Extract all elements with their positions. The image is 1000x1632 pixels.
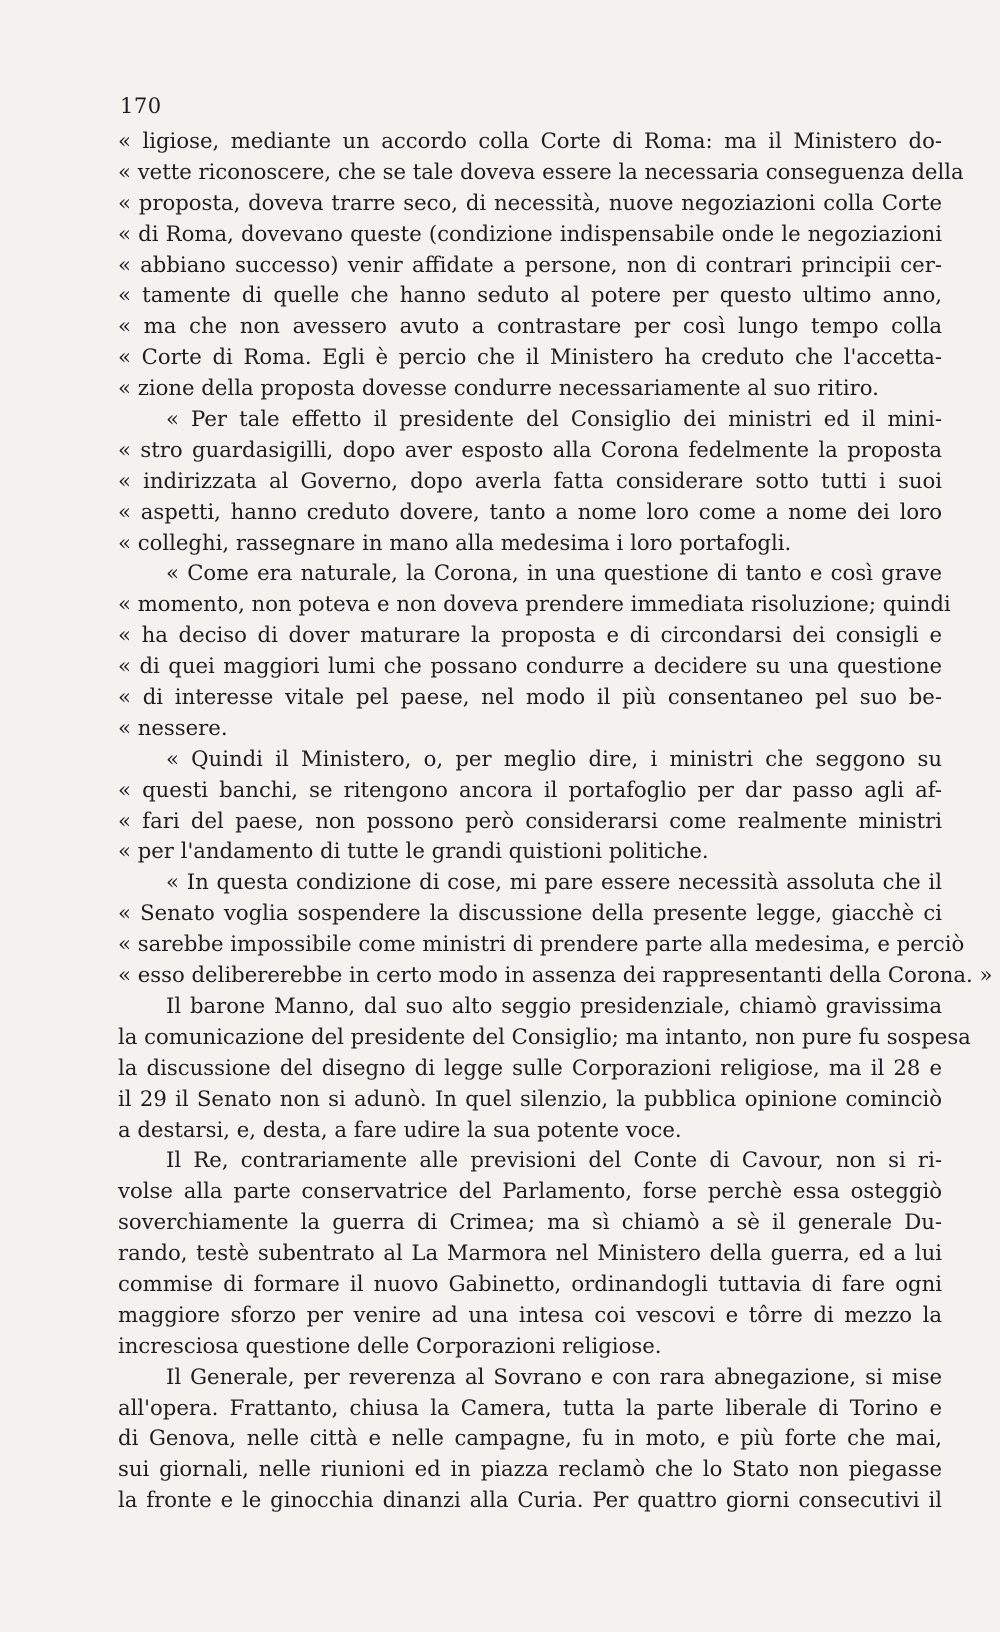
text-line: di Genova, nelle città e nelle campagne, fu in moto, e più forte che mai, (118, 1425, 942, 1451)
page-number: 170 (120, 94, 162, 118)
paragraph (118, 867, 993, 991)
text-line: « di interesse vitale pel paese, nel modo il più consentaneo pel suo be- (118, 684, 942, 710)
text-line: soverchiamente la guerra di Crimea; ma sì chiamò a sè il generale Du- (118, 1209, 942, 1235)
text-line: Il barone Manno, dal suo alto seggio presidenziale, chiamò gravissima (166, 992, 942, 1018)
paragraph (118, 404, 942, 558)
text-line: la fronte e le ginocchia dinanzi alla Curia. Per quattro giorni consecutivi il (118, 1487, 942, 1513)
text-line: « Come era naturale, la Corona, in una questione di tanto e così grave (166, 560, 942, 586)
paragraph (118, 1362, 942, 1516)
text-line: « fari del paese, non possono però considerarsi come realmente ministri (118, 807, 942, 833)
text-line: « zione della proposta dovesse condurre necessariamente al suo ritiro. (118, 375, 879, 401)
body-text (118, 126, 993, 1516)
text-line: « ma che non avessero avuto a contrastare per così lungo tempo colla (118, 313, 942, 339)
text-line: « sarebbe impossibile come ministri di prendere parte alla medesima, e perciò (118, 931, 965, 957)
paragraph (118, 126, 964, 404)
text-line: « per l'andamento di tutte le grandi quistioni politiche. (118, 838, 709, 864)
text-line: « Corte di Roma. Egli è percio che il Ministero ha creduto che l'accetta- (118, 344, 942, 370)
paragraph (118, 1145, 942, 1361)
text-line: « ha deciso di dover maturare la proposta e di circondarsi dei consigli e (118, 622, 942, 648)
text-line: a destarsi, e, desta, a fare udire la sua potente voce. (118, 1116, 682, 1142)
text-line: « abbiano successo) venir affidate a persone, non di contrari principii cer- (118, 251, 942, 277)
text-line: « di quei maggiori lumi che possano condurre a decidere su una questione (118, 653, 942, 679)
text-line: « Senato voglia sospendere la discussione della presente legge, giacchè ci (118, 900, 942, 926)
text-line: « colleghi, rassegnare in mano alla medesima i loro portafogli. (118, 529, 792, 555)
text-line: « ligiose, mediante un accordo colla Corte di Roma: ma il Ministero do- (118, 128, 942, 153)
text-line: « Quindi il Ministero, o, per meglio dire, i ministri che seggono su (166, 745, 942, 771)
text-line: « Per tale effetto il presidente del Consiglio dei ministri ed il mini- (166, 406, 942, 432)
text-line: « vette riconoscere, che se tale doveva essere la necessaria conseguenza della (118, 158, 964, 184)
text-line: « proposta, doveva trarre seco, di necessità, nuove negoziazioni colla Corte (118, 189, 942, 215)
text-line: rando, testè subentrato al La Marmora nel Ministero della guerra, ed a lui (118, 1240, 942, 1266)
text-line: Il Re, contrariamente alle previsioni del Conte di Cavour, non si ri- (166, 1147, 942, 1173)
text-line: sui giornali, nelle riunioni ed in piazza reclamò che lo Stato non piegasse (118, 1456, 942, 1482)
text-line: « tamente di quelle che hanno seduto al potere per questo ultimo anno, (118, 282, 942, 308)
text-line: « momento, non poteva e non doveva prendere immediata risoluzione; quindi (118, 591, 951, 617)
text-line: Il Generale, per reverenza al Sovrano e con rara abnegazione, si mise (166, 1363, 942, 1389)
text-line: « questi banchi, se ritengono ancora il portafoglio per dar passo agli af- (118, 776, 942, 802)
paragraph (118, 744, 942, 868)
text-line: « In questa condizione di cose, mi pare essere necessità assoluta che il (166, 869, 942, 895)
text-line: « indirizzata al Governo, dopo averla fatta considerare sotto tutti i suoi (118, 467, 942, 493)
text-line: all'opera. Frattanto, chiusa la Camera, tutta la parte liberale di Torino e (118, 1394, 942, 1420)
text-line: commise di formare il nuovo Gabinetto, ordinandogli tuttavia di fare ogni (118, 1270, 942, 1296)
text-line: volse alla parte conservatrice del Parlamento, forse perchè essa osteggiò (118, 1178, 942, 1204)
text-line: « esso delibererebbe in certo modo in assenza dei rappresentanti della Corona. » (118, 962, 993, 988)
text-line: « stro guardasigilli, dopo aver esposto alla Corona fedelmente la proposta (118, 436, 942, 462)
text-line: « aspetti, hanno creduto dovere, tanto a nome loro come a nome dei loro (118, 498, 942, 524)
paragraph (118, 991, 971, 1145)
text-line: maggiore sforzo per venire ad una intesa coi vescovi e tôrre di mezzo la (118, 1301, 942, 1327)
text-line: incresciosa questione delle Corporazioni religiose. (118, 1332, 662, 1358)
text-line: la discussione del disegno di legge sulle Corporazioni religiose, ma il 28 e (118, 1054, 942, 1080)
text-line: la comunicazione del presidente del Consiglio; ma intanto, non pure fu sospesa (118, 1023, 971, 1049)
text-line: « nessere. (118, 714, 228, 740)
paragraph (118, 558, 951, 743)
text-line: il 29 il Senato non si adunò. In quel silenzio, la pubblica opinione cominciò (118, 1085, 942, 1111)
text-line: « di Roma, dovevano queste (condizione indispensabile onde le negoziazioni (118, 220, 942, 246)
